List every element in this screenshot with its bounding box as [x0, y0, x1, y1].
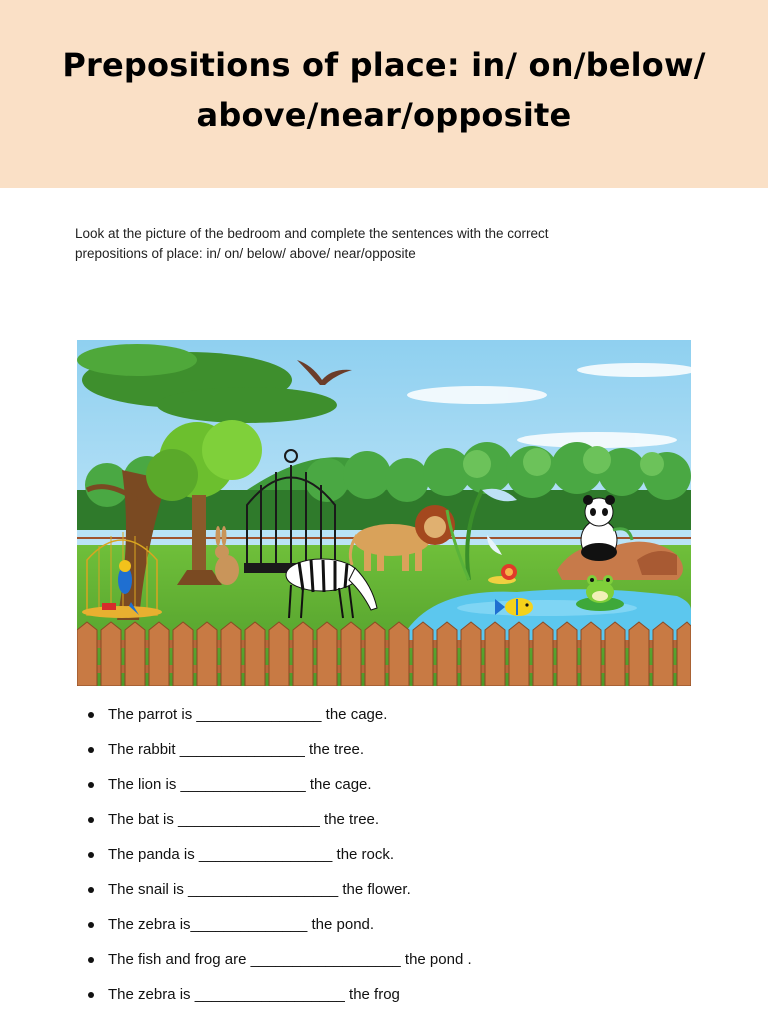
page-title — [0, 40, 768, 140]
sentence-text: The rabbit _______________ the tree. — [108, 741, 365, 758]
sentence-text: The parrot is _______________ the cage. — [108, 706, 388, 723]
front-fence — [77, 622, 691, 686]
instructions-line-1: Look at the picture of the bedroom and complete the sentences with the correct — [75, 226, 549, 241]
list-item — [88, 735, 728, 770]
list-item — [88, 910, 728, 945]
bullet — [88, 887, 94, 893]
zoo-illustration — [77, 340, 691, 686]
list-item — [88, 700, 728, 735]
bullet — [88, 922, 94, 928]
sentence-text: The zebra is __________________ the frog — [108, 986, 400, 1003]
sentence-text: The bat is _________________ the tree. — [108, 811, 380, 828]
sentence-list — [88, 700, 728, 1015]
list-item — [88, 980, 728, 1015]
list-item — [88, 770, 728, 805]
list-item — [88, 945, 728, 980]
sentence-text: The lion is _______________ the cage. — [108, 776, 372, 793]
page-title-line-2: above/near/opposite — [196, 96, 572, 134]
sentence-text: The zebra is______________ the pond. — [108, 916, 375, 933]
bullet — [88, 747, 94, 753]
zoo-scene-svg — [77, 340, 691, 686]
bullet — [88, 782, 94, 788]
bullet — [88, 957, 94, 963]
sentence-text: The snail is __________________ the flower. — [108, 881, 411, 898]
bullet — [88, 712, 94, 718]
bullet — [88, 992, 94, 998]
page-title-line-1: Prepositions of place: in/ on/below/ — [62, 46, 706, 84]
list-item — [88, 875, 728, 910]
list-item — [88, 840, 728, 875]
list-item — [88, 805, 728, 840]
bullet — [88, 852, 94, 858]
instructions-line-2: prepositions of place: in/ on/ below/ above/ near/opposite — [75, 246, 416, 261]
header-banner — [0, 0, 768, 188]
bullet — [88, 817, 94, 823]
sentence-text: The fish and frog are __________________ the pond . — [108, 951, 472, 968]
sentence-text: The panda is ________________ the rock. — [108, 846, 395, 863]
instructions — [75, 224, 695, 264]
